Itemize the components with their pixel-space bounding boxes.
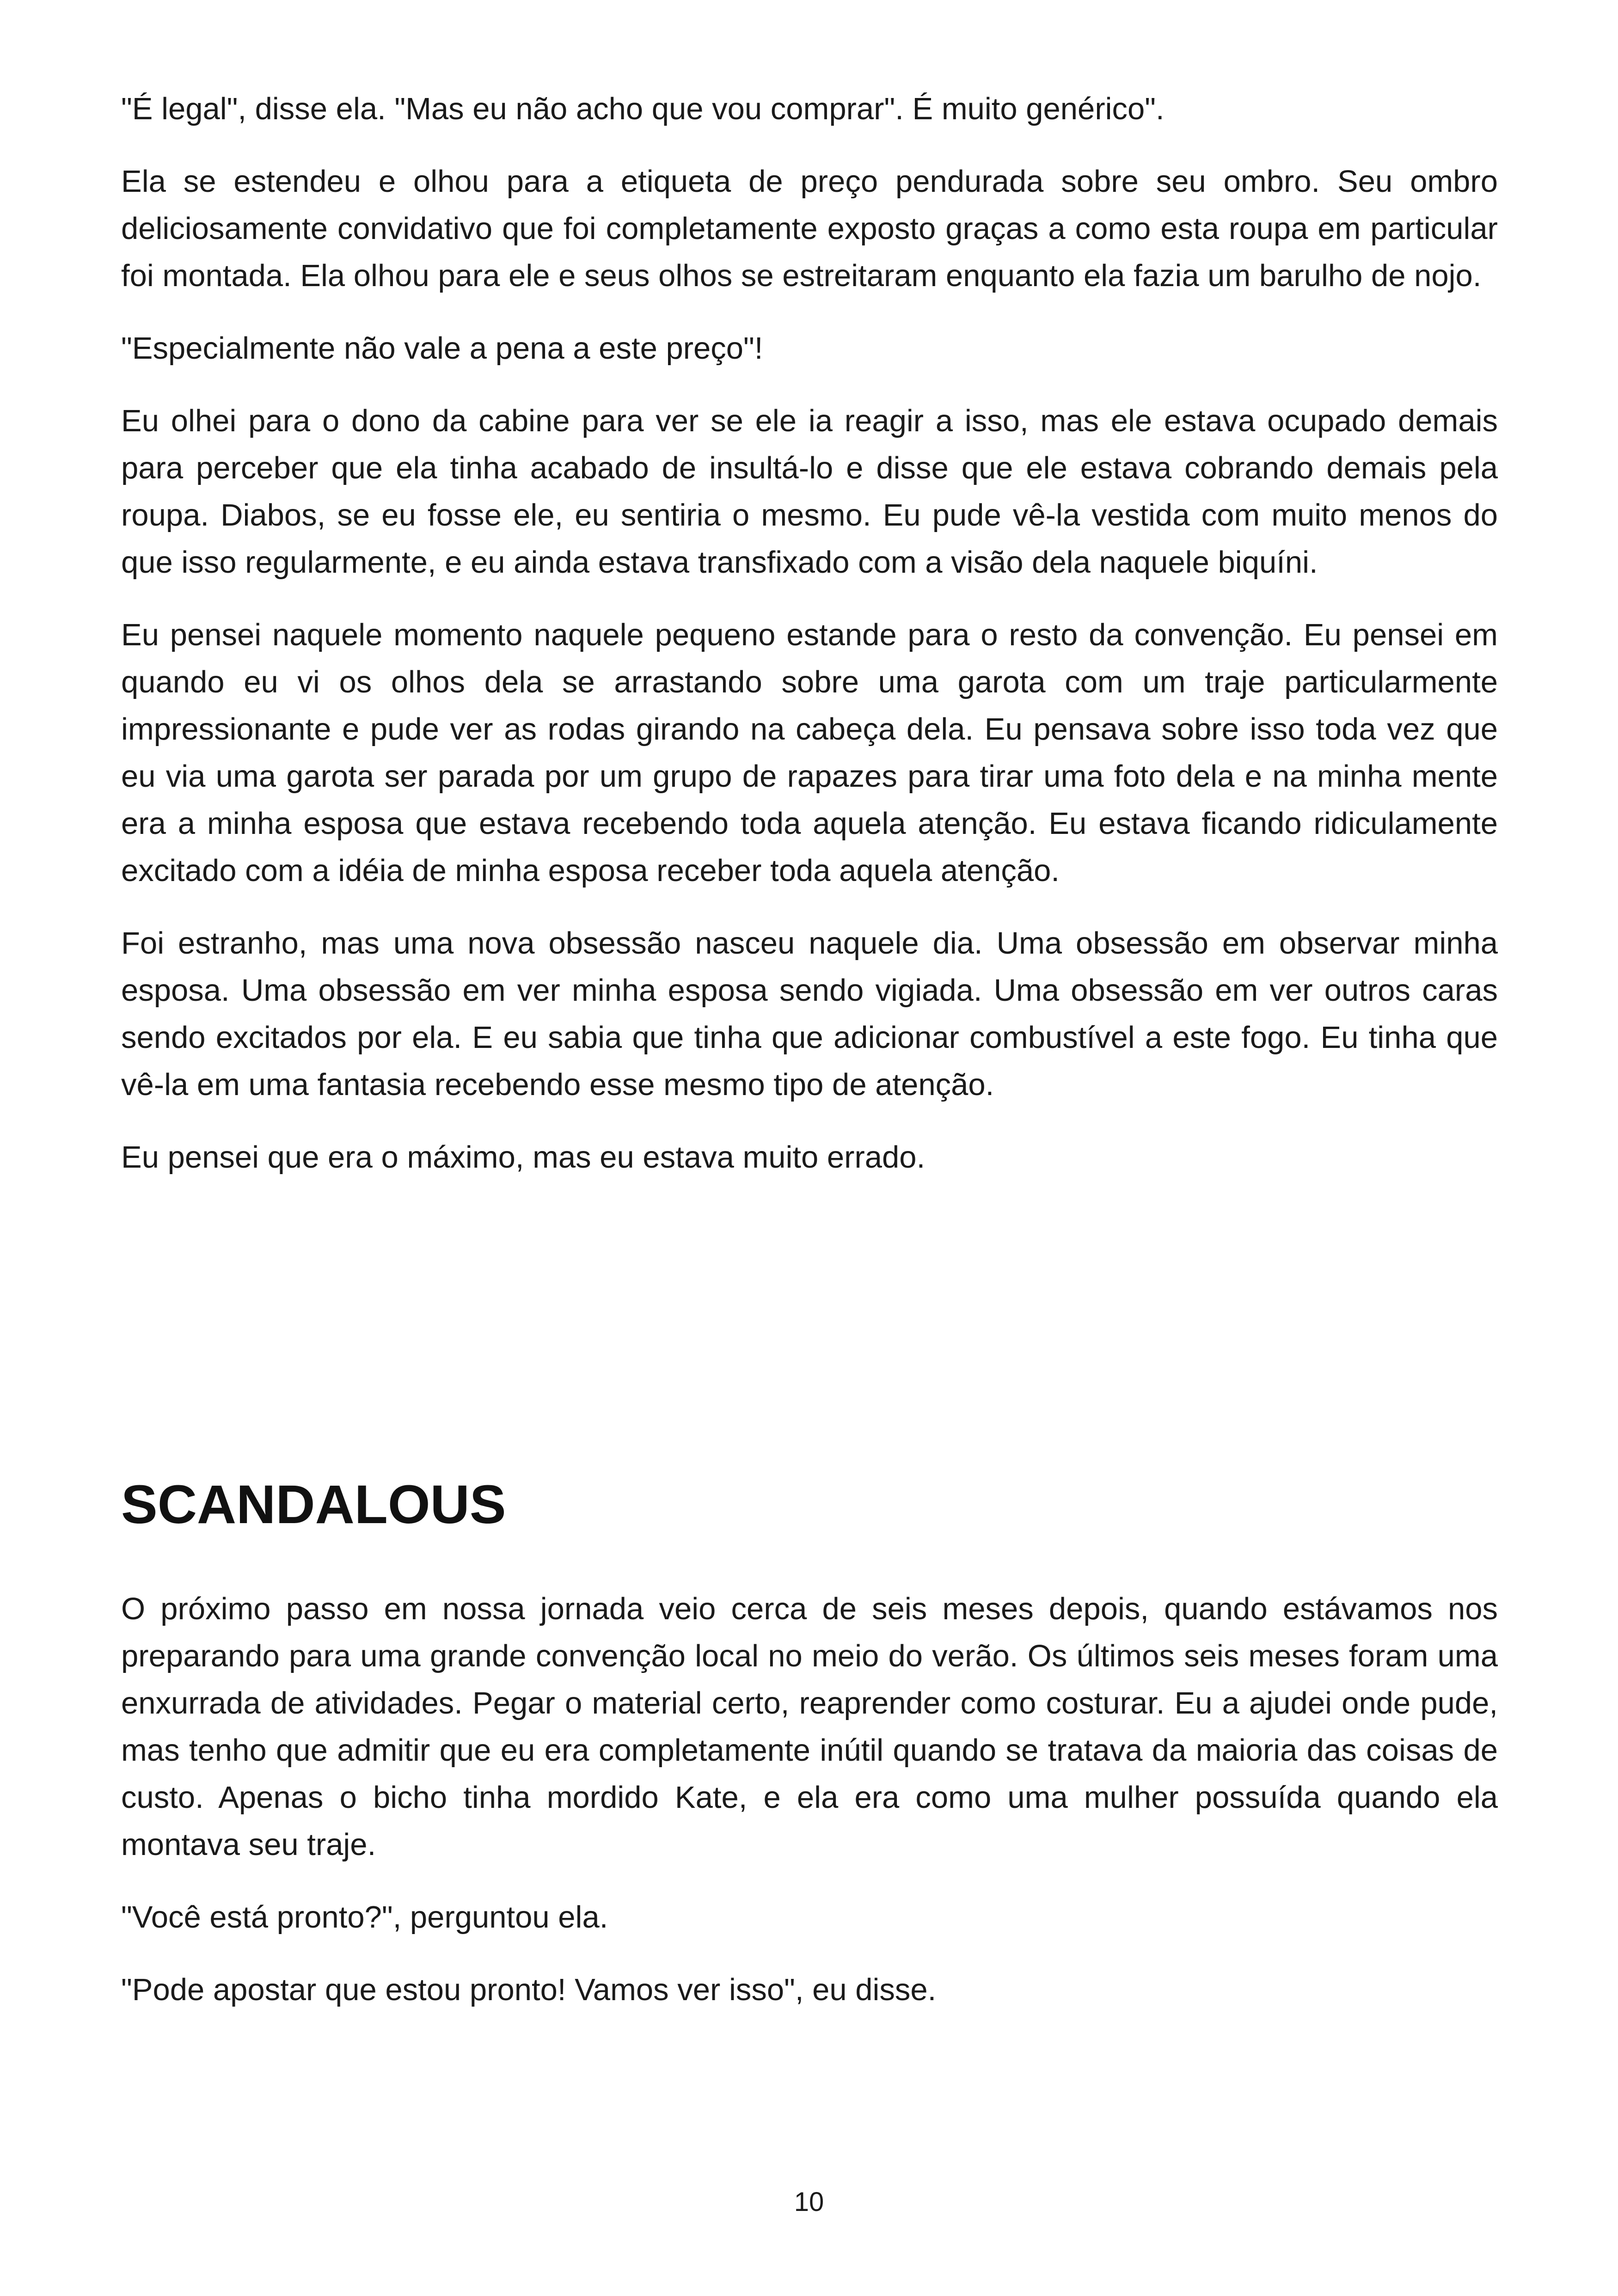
paragraph: O próximo passo em nossa jornada veio cerca de seis meses depois, quando estávamos nos preparando para uma grande convenção local no meio do verão. Os últimos seis meses foram uma enxurrada de atividades. Pegar o material certo, reaprender como costurar. Eu a ajudei onde pude, mas tenho que admitir que eu era completamente inútil quando se tratava da maioria das coisas de custo. Apenas o bicho tinha mordido Kate, e ela era como uma mulher possuída quando ela montava seu traje. bbox=[121, 1592, 1498, 1862]
paragraph: "Pode apostar que estou pronto! Vamos ver isso", eu disse. bbox=[121, 1972, 937, 2007]
paragraph: Eu olhei para o dono da cabine para ver se ele ia reagir a isso, mas ele estava ocupado demais para perceber que ela tinha acabado de insultá-lo e disse que ele estava cobrando demais pela roupa. Diabos, se eu fosse ele, eu sentiria o mesmo. Eu pude vê-la vestida com muito menos do que isso regularmente, e eu ainda estava transfixado com a visão dela naquele biquíni. bbox=[121, 404, 1498, 580]
paragraph: "Especialmente não vale a pena a este preço"! bbox=[121, 331, 763, 366]
paragraph: Foi estranho, mas uma nova obsessão nasceu naquele dia. Uma obsessão em observar minha esposa. Uma obsessão em ver minha esposa sendo vigiada. Uma obsessão em ver outros caras sendo excitados por ela. E eu sabia que tinha que adicionar combustível a este fogo. Eu tinha que vê-la em uma fantasia recebendo esse mesmo tipo de atenção. bbox=[121, 926, 1498, 1102]
body-text-bottom bbox=[121, 1586, 1498, 2039]
paragraph: Eu pensei naquele momento naquele pequeno estande para o resto da convenção. Eu pensei em quando eu vi os olhos dela se arrastando sobre uma garota com um traje particularmente impressionante e pude ver as rodas girando na cabeça dela. Eu pensava sobre isso toda vez que eu via uma garota ser parada por um grupo de rapazes para tirar uma foto dela e na minha mente era a minha esposa que estava recebendo toda aquela atenção. Eu estava ficando ridiculamente excitado com a idéia de minha esposa receber toda aquela atenção. bbox=[121, 618, 1498, 888]
paragraph: "Você está pronto?", perguntou ela. bbox=[121, 1900, 608, 1935]
chapter-heading: SCANDALOUS bbox=[121, 1474, 506, 1535]
paragraph: Ela se estendeu e olhou para a etiqueta de preço pendurada sobre seu ombro. Seu ombro deliciosamente convidativo que foi completamente exposto graças a como esta roupa em particular foi montada. Ela olhou para ele e seus olhos se estreitaram enquanto ela fazia um barulho de nojo. bbox=[121, 164, 1498, 293]
paragraph: Eu pensei que era o máximo, mas eu estava muito errado. bbox=[121, 1140, 925, 1175]
body-text-top bbox=[121, 86, 1498, 1206]
page-number: 10 bbox=[794, 2187, 824, 2217]
paragraph: "É legal", disse ela. "Mas eu não acho que vou comprar". É muito genérico". bbox=[121, 92, 1164, 126]
